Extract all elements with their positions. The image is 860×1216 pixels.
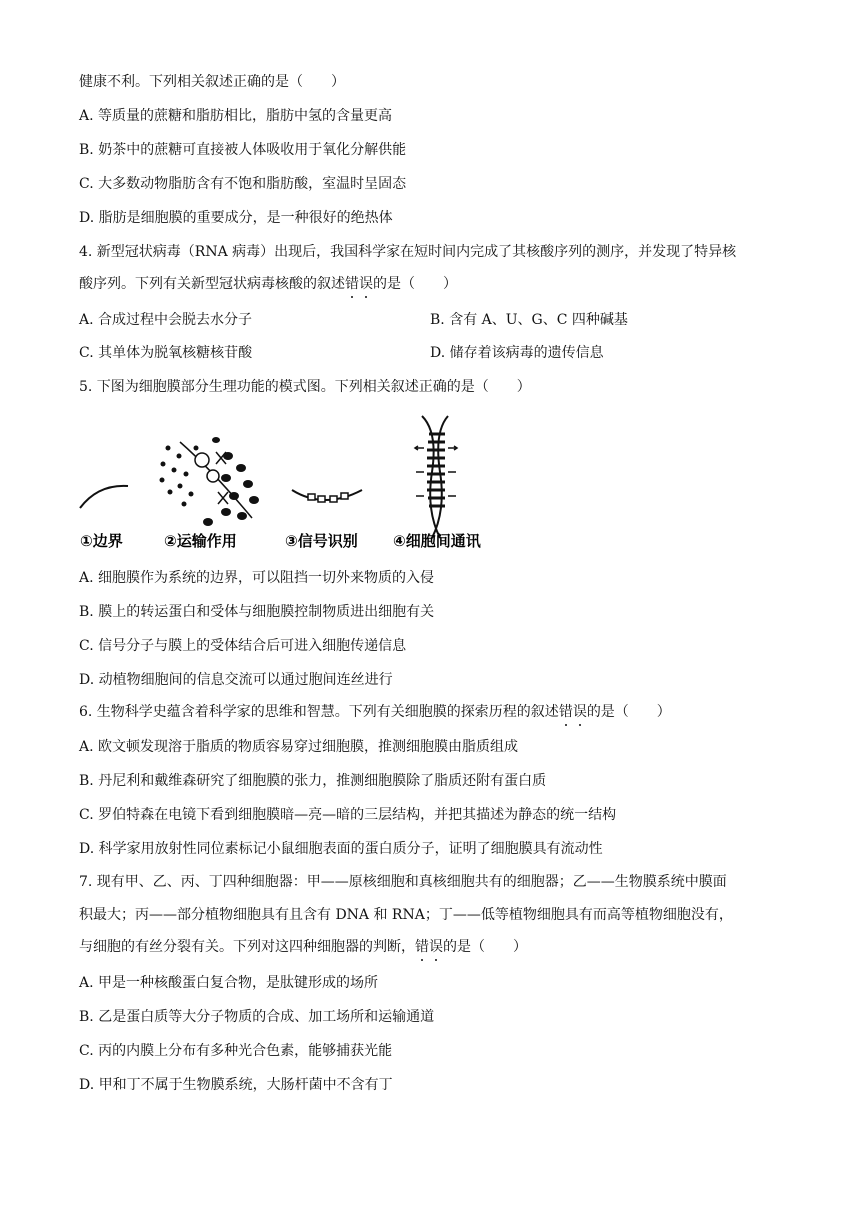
q7-option-b: B. 乙是蛋白质等大分子物质的合成、加工场所和运输通道 bbox=[79, 1009, 435, 1025]
figure-caption-1: ①边界 bbox=[80, 532, 123, 550]
q6-stem bbox=[79, 702, 671, 722]
q7-option-c: C. 丙的内膜上分布有多种光合色素，能够捕获光能 bbox=[79, 1043, 393, 1059]
q7-stem-line3 bbox=[79, 937, 527, 957]
q3-option-a: A. 等质量的蔗糖和脂肪相比，脂肪中氢的含量更高 bbox=[79, 108, 393, 124]
q4-option-b: B. 含有 A、U、G、C 四种碱基 bbox=[430, 312, 628, 328]
figure-caption-3: ③信号识别 bbox=[285, 532, 358, 550]
q7-stem-text: 的是（ ） bbox=[443, 939, 527, 955]
q5-option-a: A. 细胞膜作为系统的边界，可以阻挡一切外来物质的入侵 bbox=[79, 570, 435, 586]
q6-option-c: C. 罗伯特森在电镜下看到细胞膜暗—亮—暗的三层结构，并把其描述为静态的统一结构 bbox=[79, 807, 617, 823]
q4-stem-text: 的是（ ） bbox=[373, 276, 457, 292]
q6-option-d: D. 科学家用放射性同位素标记小鼠细胞表面的蛋白质分子，证明了细胞膜具有流动性 bbox=[79, 841, 603, 857]
q4-stem-line1: 4. 新型冠状病毒（RNA 病毒）出现后，我国科学家在短时间内完成了其核酸序列的测序，并发现了特异核 bbox=[79, 244, 737, 260]
figure-caption-4: ④细胞间通讯 bbox=[393, 532, 481, 550]
q5-option-c: C. 信号分子与膜上的受体结合后可进入细胞传递信息 bbox=[79, 638, 407, 654]
q4-option-d: D. 储存着该病毒的遗传信息 bbox=[430, 345, 604, 361]
cell-membrane-figure bbox=[76, 412, 506, 552]
q4-option-a: A. 合成过程中会脱去水分子 bbox=[79, 312, 253, 328]
q7-option-d: D. 甲和丁不属于生物膜系统，大肠杆菌中不含有丁 bbox=[79, 1077, 393, 1093]
emphasis-char: 错 bbox=[558, 704, 573, 720]
q5-option-d: D. 动植物细胞间的信息交流可以通过胞间连丝进行 bbox=[79, 672, 393, 688]
q4-stem-line2 bbox=[79, 274, 457, 294]
emphasis-char: 错 bbox=[415, 939, 429, 955]
q3-option-b: B. 奶茶中的蔗糖可直接被人体吸收用于氧化分解供能 bbox=[79, 142, 407, 158]
emphasis-char: 误 bbox=[359, 276, 373, 292]
q7-stem-line2: 积最大；丙——部分植物细胞具有且含有 DNA 和 RNA；丁——低等植物细胞具有而高等植物细胞没有， bbox=[79, 907, 733, 923]
q7-stem-text: 与细胞的有丝分裂有关。下列对这四种细胞器的判断， bbox=[79, 939, 415, 955]
q7-option-a: A. 甲是一种核酸蛋白复合物，是肽键形成的场所 bbox=[79, 975, 379, 991]
signal-recognition-diagram bbox=[292, 490, 362, 502]
q3-option-c: C. 大多数动物脂肪含有不饱和脂肪酸，室温时呈固态 bbox=[79, 176, 407, 192]
q6-stem-text: 的是（ ） bbox=[586, 704, 671, 720]
q5-option-b: B. 膜上的转运蛋白和受体与细胞膜控制物质进出细胞有关 bbox=[79, 604, 435, 620]
q3-option-d: D. 脂肪是细胞膜的重要成分，是一种很好的绝热体 bbox=[79, 210, 393, 226]
emphasis-char: 误 bbox=[572, 704, 587, 720]
emphasis-char: 误 bbox=[429, 939, 443, 955]
emphasis-char: 错 bbox=[345, 276, 359, 292]
q3-stem-tail: 健康不利。下列相关叙述正确的是（ ） bbox=[79, 74, 345, 90]
q7-stem-line1: 7. 现有甲、乙、丙、丁四种细胞器：甲——原核细胞和真核细胞共有的细胞器；乙——生物膜系统中膜面 bbox=[79, 874, 727, 890]
q4-option-c: C. 其单体为脱氧核糖核苷酸 bbox=[79, 345, 253, 361]
q6-option-b: B. 丹尼利和戴维森研究了细胞膜的张力，推测细胞膜除了脂质还附有蛋白质 bbox=[79, 773, 547, 789]
q4-stem-text: 酸序列。下列有关新型冠状病毒核酸的叙述 bbox=[79, 276, 345, 292]
transport-diagram bbox=[160, 437, 260, 526]
q5-stem: 5. 下图为细胞膜部分生理功能的模式图。下列相关叙述正确的是（ ） bbox=[79, 379, 531, 395]
cell-communication-diagram bbox=[415, 416, 457, 538]
figure-caption-2: ②运输作用 bbox=[164, 532, 237, 550]
q6-option-a: A. 欧文顿发现溶于脂质的物质容易穿过细胞膜，推测细胞膜由脂质组成 bbox=[79, 739, 519, 755]
q6-stem-text: 6. 生物科学史蕴含着科学家的思维和智慧。下列有关细胞膜的探索历程的叙述 bbox=[79, 704, 559, 720]
boundary-diagram bbox=[80, 486, 128, 508]
